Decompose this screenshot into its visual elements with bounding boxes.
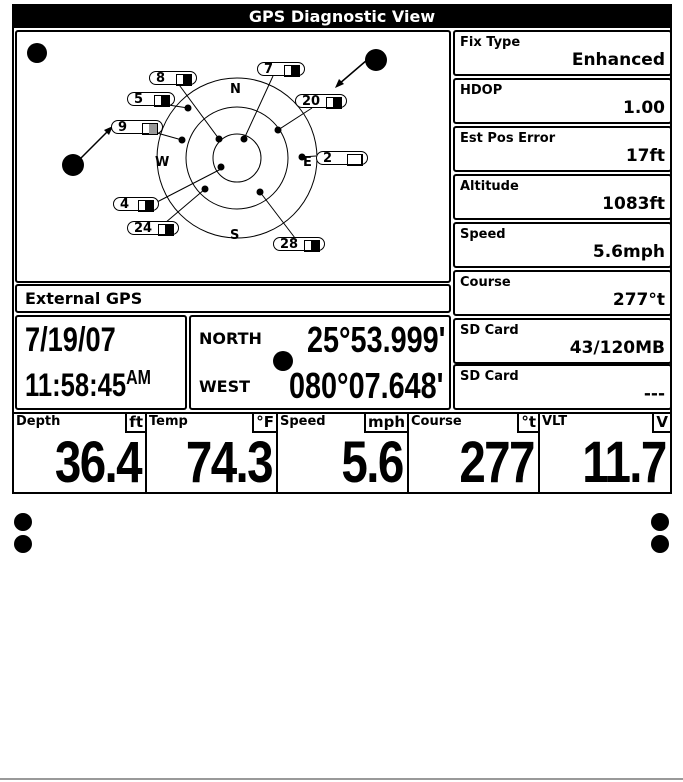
date-time-panel [15, 315, 187, 410]
compass-north-label: N [230, 82, 241, 97]
info-fix-type: Fix Type Enhanced [453, 30, 672, 76]
info-speed: Speed 5.6mph [453, 222, 672, 268]
satellite-tag: 8 [149, 71, 197, 85]
callout-marker [62, 154, 84, 176]
gauge-course: Course °t 277 [409, 414, 540, 494]
gauge-vlt: VLT V 11.7 [542, 413, 668, 495]
view-title: GPS Diagnostic View [14, 6, 670, 28]
info-altitude: Altitude 1083ft [453, 174, 672, 220]
compass-south-label: S [230, 228, 240, 243]
legend-callout-marker [651, 513, 669, 531]
info-sd-card-2: SD Card --- [453, 364, 672, 410]
legend-callout-marker [14, 513, 32, 531]
info-est-pos-error: Est Pos Error 17ft [453, 126, 672, 172]
am-pm-indicator: AM [126, 367, 151, 389]
satellite-sky-view [15, 30, 451, 283]
legend-callout-marker [651, 535, 669, 553]
satellite-tag: 2 [316, 151, 368, 165]
digital-readouts [14, 412, 670, 494]
gauge-depth: Depth ft 36.4 [14, 414, 147, 494]
callout-marker [365, 49, 387, 71]
gauge-speed: Speed mph 5.6 [278, 414, 409, 494]
page-divider [0, 778, 683, 780]
time-value: $11:58:45^{AM}$ [25, 367, 151, 403]
satellite-tag: 7 [257, 62, 305, 76]
satellite-tag: 20 [295, 94, 347, 108]
latitude-value: 25°53.999' [307, 319, 446, 360]
satellite-tag: 24 [127, 221, 179, 235]
satellite-tag: 5 [127, 92, 175, 106]
sky-plot [17, 32, 449, 281]
compass-west-label: W [155, 155, 170, 170]
callout-marker [27, 43, 47, 63]
legend-callout-marker [14, 535, 32, 553]
gps-diagnostic-screen [12, 4, 672, 494]
compass-east-label: E [303, 155, 312, 170]
longitude-label: WEST [199, 377, 251, 396]
satellite-tag: 9 [111, 120, 163, 134]
gauge-temp: Temp °F 74.3 [147, 414, 278, 494]
satellite-tag: 28 [273, 237, 325, 251]
latitude-label: NORTH [199, 329, 262, 348]
info-hdop: HDOP 1.00 [453, 78, 672, 124]
position-panel [189, 315, 451, 410]
info-sd-card: SD Card 43/120MB [453, 318, 672, 364]
satellite-tag: 4 [113, 197, 159, 211]
callout-marker [273, 351, 293, 371]
gps-source-label: External GPS [15, 284, 451, 313]
info-course: Course 277°t [453, 270, 672, 316]
longitude-value: 080°07.648' [289, 365, 444, 406]
date-value: 7/19/07 [25, 321, 116, 359]
